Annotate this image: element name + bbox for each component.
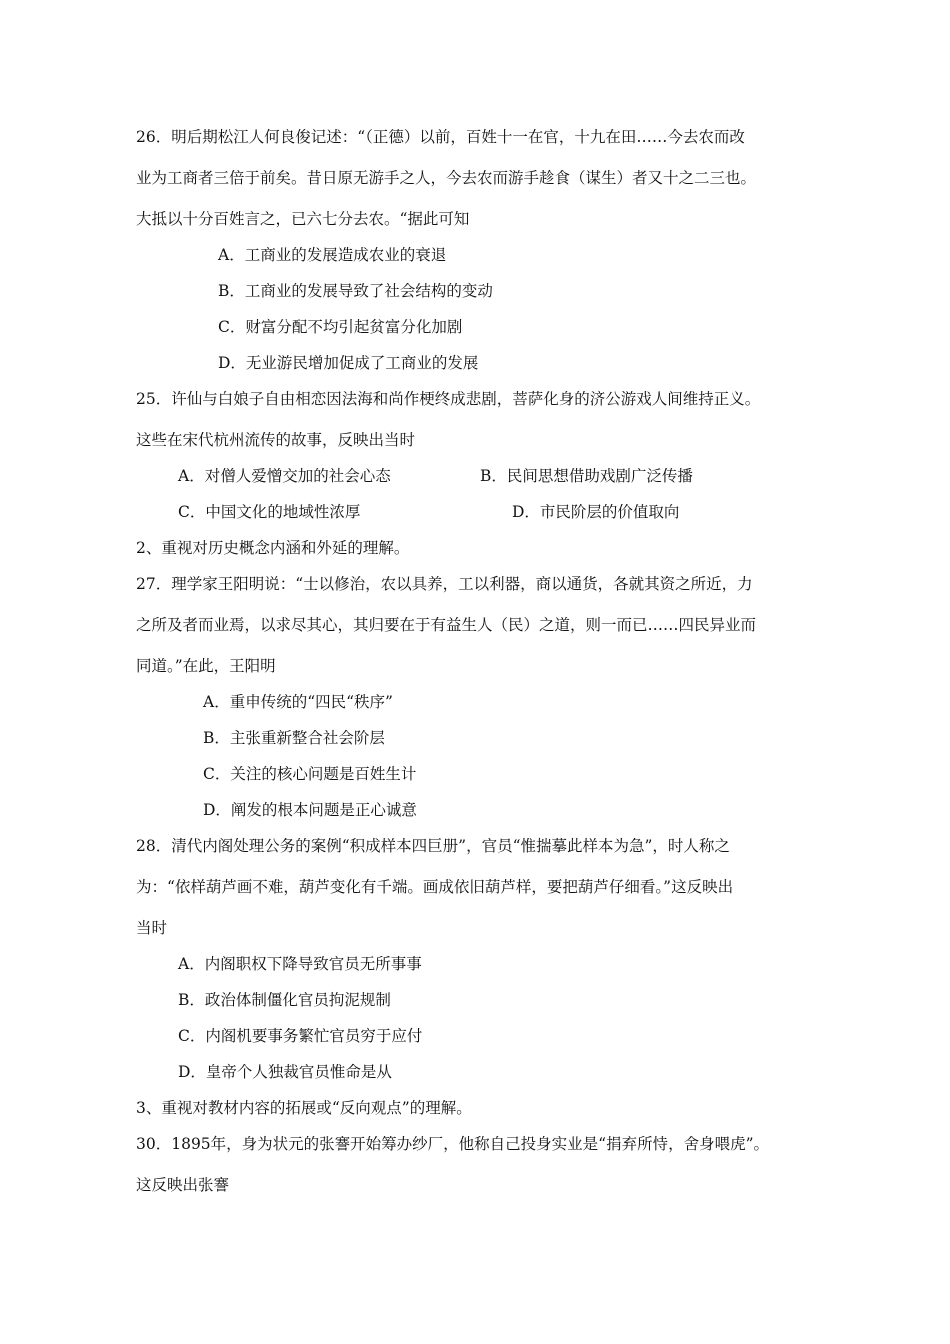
q25-option-d: D．市民阶层的价值取向 <box>512 503 680 521</box>
q26-stem-line-3: 大抵以十分百姓言之，已六七分去农。“据此可知 <box>136 210 470 228</box>
q27-stem-line-3: 同道。”在此，王阳明 <box>136 657 276 675</box>
q30-stem-line-2: 这反映出张謇 <box>136 1176 230 1194</box>
q25-stem-line-1: 25．许仙与白娘子自由相恋因法海和尚作梗终成悲剧，菩萨化身的济公游戏人间维持正义。 <box>136 390 761 408</box>
q26-option-c: C．财富分配不均引起贫富分化加剧 <box>218 318 463 336</box>
q27-option-d: D．阐发的根本问题是正心诚意 <box>203 801 417 819</box>
q26-option-a: A．工商业的发展造成农业的衰退 <box>218 246 447 264</box>
q28-option-d: D．皇帝个人独裁官员惟命是从 <box>178 1063 392 1081</box>
q25-option-a: A．对僧人爱憎交加的社会心态 <box>178 467 391 485</box>
q27-option-c: C．关注的核心问题是百姓生计 <box>203 765 417 783</box>
section-3-heading: 3、重视对教材内容的拓展或“反向观点”的理解。 <box>136 1099 472 1117</box>
q25-option-c: C．中国文化的地域性浓厚 <box>178 503 361 521</box>
q28-stem-line-3: 当时 <box>136 919 168 937</box>
q28-option-b: B．政治体制僵化官员拘泥规制 <box>178 991 391 1009</box>
q27-stem-line-1: 27．理学家王阳明说：“士以修治，农以具养，工以利器，商以通货，各就其资之所近，力 <box>136 575 753 593</box>
q30-stem-line-1: 30．1895年，身为状元的张謇开始筹办纱厂，他称自己投身实业是“捐弃所恃，舍身喂虎”。 <box>136 1135 770 1153</box>
q28-option-a: A．内阁职权下降导致官员无所事事 <box>178 955 422 973</box>
q28-option-c: C．内阁机要事务繁忙官员穷于应付 <box>178 1027 423 1045</box>
q27-option-a: A．重申传统的“四民“秩序” <box>203 693 393 711</box>
q26-stem-line-2: 业为工商者三倍于前矣。昔日原无游手之人，今去农而游手趁食（谋生）者又十之二三也。 <box>136 169 757 187</box>
q25-option-b: B．民间思想借助戏剧广泛传播 <box>480 467 693 485</box>
q25-stem-line-2: 这些在宋代杭州流传的故事，反映出当时 <box>136 431 416 449</box>
section-2-heading: 2、重视对历史概念内涵和外延的理解。 <box>136 539 410 557</box>
q26-option-d: D．无业游民增加促成了工商业的发展 <box>218 354 479 372</box>
q27-stem-line-2: 之所及者而业焉，以求尽其心，其归要在于有益生人（民）之道，则一而已……四民异业而 <box>136 616 757 634</box>
q28-stem-line-2: 为：“依样葫芦画不难，葫芦变化有千端。画成依旧葫芦样，要把葫芦仔细看。”这反映出 <box>136 878 734 896</box>
q27-option-b: B．主张重新整合社会阶层 <box>203 729 385 747</box>
q26-stem-line-1: 26．明后期松江人何良俊记述：“（正德）以前，百姓十一在官，十九在田……今去农而改 <box>136 128 745 146</box>
q26-option-b: B．工商业的发展导致了社会结构的变动 <box>218 282 493 300</box>
q28-stem-line-1: 28．清代内阁处理公务的案例“积成样本四巨册”，官员“惟揣摹此样本为急”，时人称之 <box>136 837 730 855</box>
